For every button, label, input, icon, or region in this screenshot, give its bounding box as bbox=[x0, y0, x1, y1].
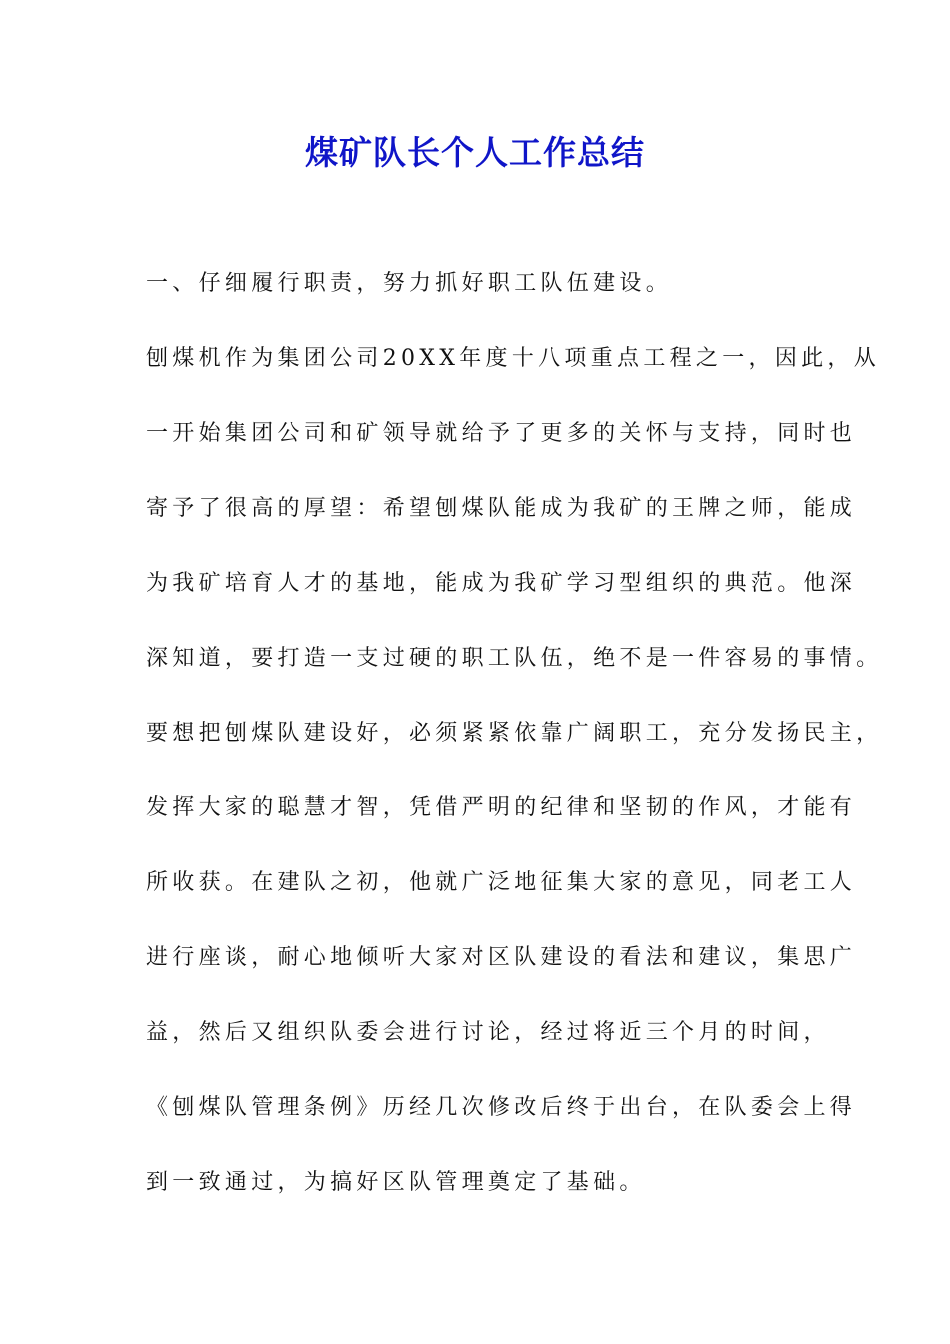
body-line-8: 所收获。在建队之初，他就广泛地征集大家的意见，同老工人 bbox=[146, 870, 857, 895]
section-heading: 一、仔细履行职责，努力抓好职工队伍建设。 bbox=[146, 271, 673, 296]
body-line-12: 到一致通过，为搞好区队管理奠定了基础。 bbox=[146, 1170, 646, 1195]
body-line-7: 发挥大家的聪慧才智，凭借严明的纪律和坚韧的作风，才能有 bbox=[146, 795, 857, 820]
body-line-5: 深知道，要打造一支过硬的职工队伍，绝不是一件容易的事情。 bbox=[146, 646, 883, 671]
body-line-11: 《刨煤队管理条例》历经几次修改后终于出台，在队委会上得 bbox=[146, 1095, 857, 1120]
document-title: 煤矿队长个人工作总结 bbox=[305, 133, 645, 172]
body-line-3: 寄予了很高的厚望：希望刨煤队能成为我矿的王牌之师，能成 bbox=[146, 496, 857, 521]
body-line-9: 进行座谈，耐心地倾听大家对区队建设的看法和建议，集思广 bbox=[146, 945, 857, 970]
body-line-6: 要想把刨煤队建设好，必须紧紧依靠广阔职工，充分发扬民主， bbox=[146, 721, 883, 746]
body-line-2: 一开始集团公司和矿领导就给予了更多的关怀与支持，同时也 bbox=[146, 421, 857, 446]
body-line-1: 刨煤机作为集团公司20XX年度十八项重点工程之一，因此，从 bbox=[146, 346, 881, 371]
body-line-4: 为我矿培育人才的基地，能成为我矿学习型组织的典范。他深 bbox=[146, 571, 857, 596]
body-line-10: 益，然后又组织队委会进行讨论，经过将近三个月的时间， bbox=[146, 1020, 830, 1045]
